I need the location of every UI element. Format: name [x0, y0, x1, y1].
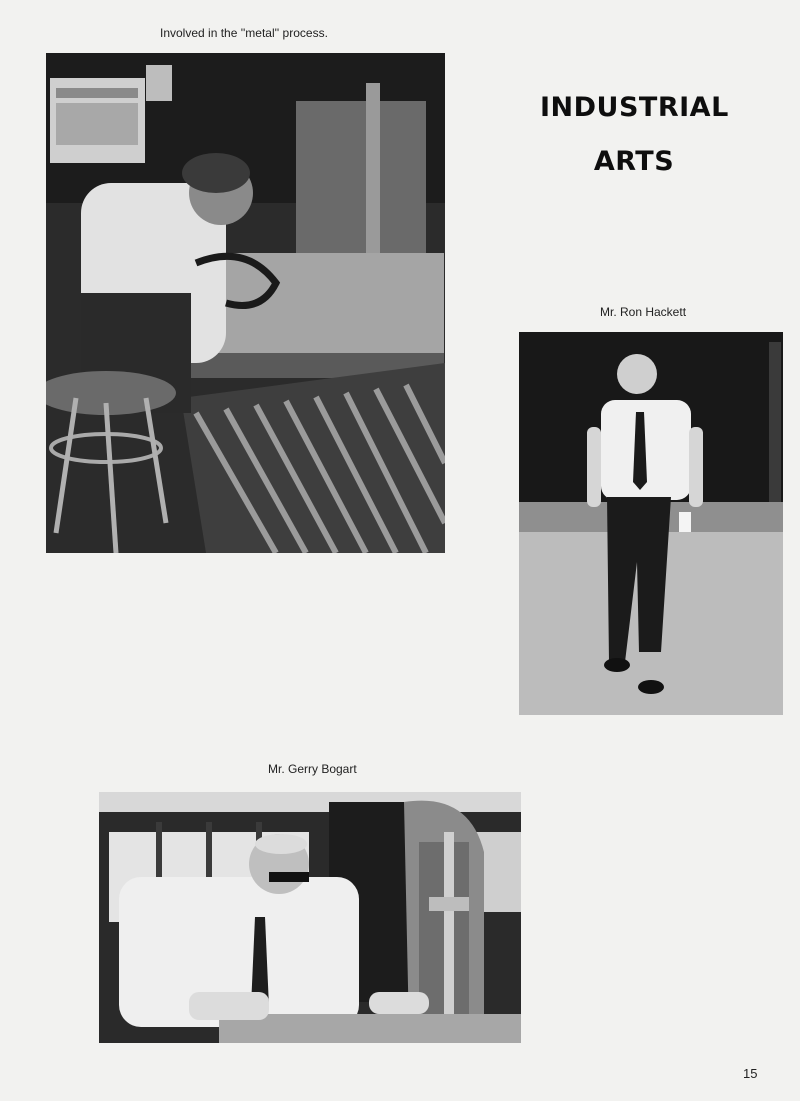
hackett-photo-caption: Mr. Ron Hackett: [600, 305, 687, 319]
hackett-portrait-photo: [519, 332, 783, 715]
welding-student-photo: [46, 53, 445, 553]
section-title-line1: INDUSTRIAL: [540, 92, 729, 123]
bogart-bandsaw-photo: [99, 792, 521, 1043]
section-title-line2: ARTS: [593, 146, 675, 177]
welding-photo-caption: Involved in the ''metal'' process.: [160, 26, 328, 40]
page-number: 15: [743, 1066, 758, 1081]
bogart-photo-caption: Mr. Gerry Bogart: [268, 762, 357, 776]
